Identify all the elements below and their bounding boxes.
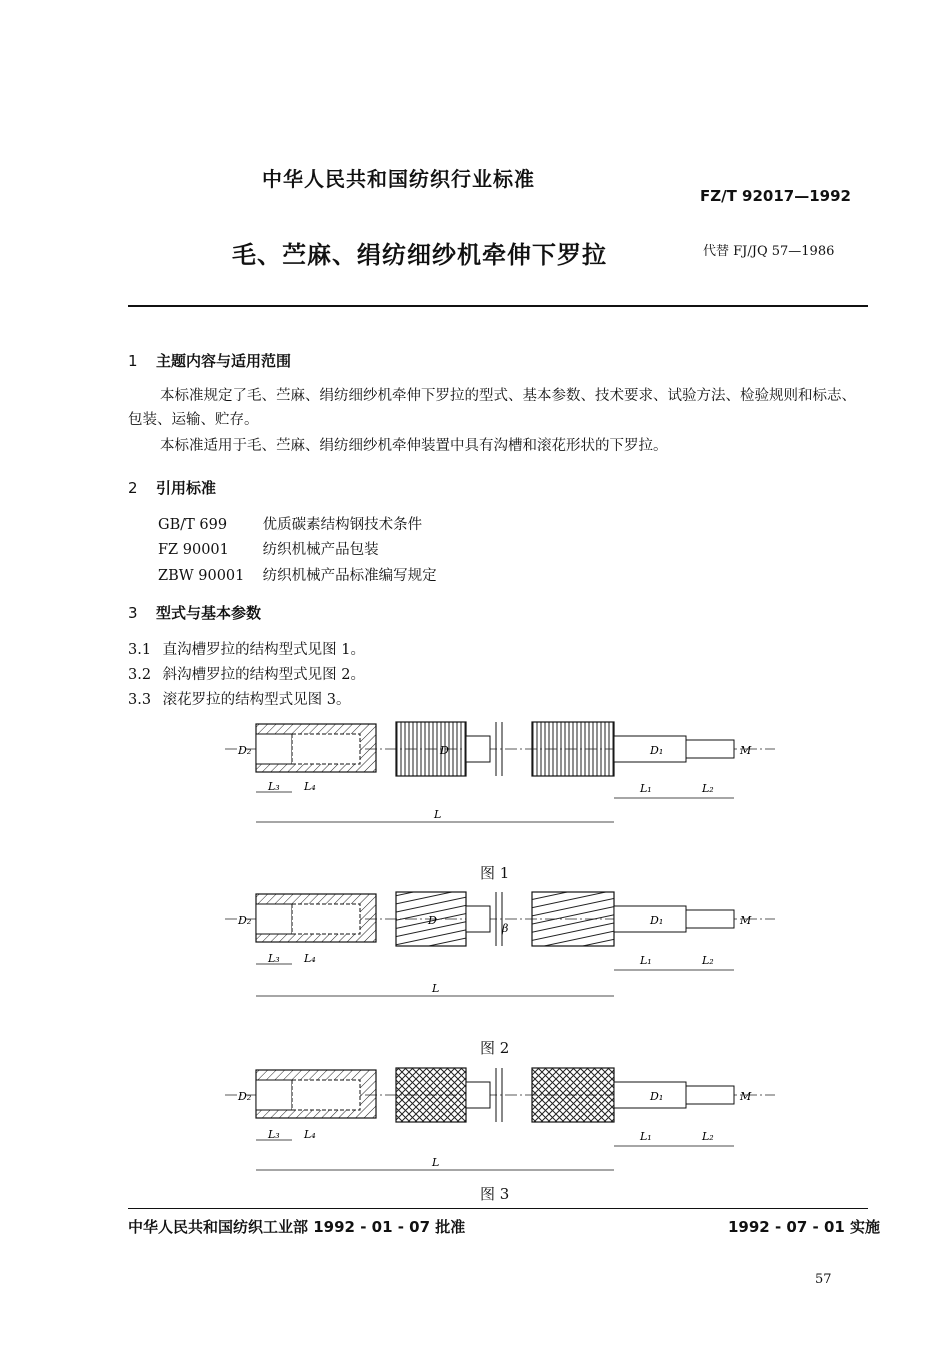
label-M: M bbox=[740, 1090, 752, 1103]
reference-name: 优质碳素结构钢技术条件 bbox=[262, 517, 423, 533]
standard-code: FZ/T 92017—1992 bbox=[700, 187, 851, 205]
section-1-heading bbox=[128, 350, 291, 371]
reference-item bbox=[158, 538, 379, 559]
section-2-title: 引用标准 bbox=[156, 479, 217, 497]
groove-section bbox=[532, 722, 614, 776]
clause-text: 直沟槽罗拉的结构型式见图 1。 bbox=[162, 642, 365, 658]
label-D2: D₂ bbox=[238, 914, 252, 927]
label-D: D bbox=[440, 744, 449, 757]
section-1-para-1: 本标准规定了毛、苎麻、绢纺细纱机牵伸下罗拉的型式、基本参数、技术要求、试验方法、检验规则和标志、包装、运输、贮存。 bbox=[128, 388, 856, 428]
label-L4: L₄ bbox=[304, 952, 316, 965]
section-2-heading bbox=[128, 477, 216, 498]
figure-2-drawing bbox=[220, 882, 780, 1002]
standard-title: 毛、苎麻、绢纺细纱机牵伸下罗拉 bbox=[232, 241, 607, 269]
reference-code: FZ 90001 bbox=[158, 542, 229, 558]
clause-number: 3.2 bbox=[128, 667, 152, 683]
section-2-number: 2 bbox=[128, 479, 138, 497]
clause-text: 滚花罗拉的结构型式见图 3。 bbox=[162, 692, 351, 708]
label-L2: L₂ bbox=[702, 782, 714, 795]
label-L: L bbox=[432, 982, 440, 995]
figure-3-drawing bbox=[220, 1058, 780, 1178]
label-L3: L₃ bbox=[268, 780, 280, 793]
label-L: L bbox=[432, 1156, 440, 1169]
reference-item bbox=[158, 564, 437, 585]
figure-1-caption: 图 1 bbox=[480, 864, 510, 882]
clause-text: 斜沟槽罗拉的结构型式见图 2。 bbox=[162, 667, 365, 683]
label-D2: D₂ bbox=[238, 1090, 252, 1103]
label-D1: D₁ bbox=[650, 914, 664, 927]
clause-3-3 bbox=[128, 688, 350, 709]
clause-3-1 bbox=[128, 638, 365, 659]
section-1-para-2: 本标准适用于毛、苎麻、绢纺细纱机牵伸装置中具有沟槽和滚花形状的下罗拉。 bbox=[160, 438, 668, 454]
label-L3: L₃ bbox=[268, 952, 280, 965]
header-divider bbox=[128, 305, 868, 307]
helical-groove-section bbox=[532, 892, 614, 946]
standard-org: 中华人民共和国纺织行业标准 bbox=[262, 167, 535, 191]
reference-code: GB/T 699 bbox=[158, 517, 228, 533]
label-D1: D₁ bbox=[650, 1090, 664, 1103]
label-L4: L₄ bbox=[304, 780, 316, 793]
effective-date: 1992 - 07 - 01 实施 bbox=[728, 1218, 881, 1236]
section-3-number: 3 bbox=[128, 604, 138, 622]
clause-number: 3.3 bbox=[128, 692, 152, 708]
section-3-heading bbox=[128, 602, 261, 623]
section-3-title: 型式与基本参数 bbox=[156, 604, 262, 622]
label-L4: L₄ bbox=[304, 1128, 316, 1141]
label-M: M bbox=[740, 914, 752, 927]
label-D2: D₂ bbox=[238, 744, 252, 757]
label-L: L bbox=[434, 808, 442, 821]
approval-note: 中华人民共和国纺织工业部 1992 - 01 - 07 批准 bbox=[128, 1218, 466, 1236]
knurl-section bbox=[396, 1068, 466, 1122]
clause-3-2 bbox=[128, 663, 365, 684]
clause-number: 3.1 bbox=[128, 642, 152, 658]
section-1-number: 1 bbox=[128, 352, 138, 370]
reference-name: 纺织机械产品包装 bbox=[262, 542, 379, 558]
label-M: M bbox=[740, 744, 752, 757]
label-beta: β bbox=[502, 922, 509, 935]
groove-section bbox=[396, 722, 466, 776]
label-L3: L₃ bbox=[268, 1128, 280, 1141]
label-L1: L₁ bbox=[640, 782, 652, 795]
label-L2: L₂ bbox=[702, 954, 714, 967]
reference-name: 纺织机械产品标准编写规定 bbox=[262, 568, 437, 584]
replaces-note: 代替 FJ/JQ 57—1986 bbox=[703, 244, 835, 259]
label-D1: D₁ bbox=[650, 744, 664, 757]
label-L2: L₂ bbox=[702, 1130, 714, 1143]
knurl-section bbox=[532, 1068, 614, 1122]
reference-item bbox=[158, 513, 422, 534]
page-number: 57 bbox=[815, 1272, 832, 1287]
label-L1: L₁ bbox=[640, 954, 652, 967]
figure-2-caption: 图 2 bbox=[480, 1039, 510, 1057]
label-D: D bbox=[428, 914, 437, 927]
reference-code: ZBW 90001 bbox=[158, 568, 245, 584]
figure-3-caption: 图 3 bbox=[480, 1185, 510, 1203]
footer-divider bbox=[128, 1208, 868, 1209]
label-L1: L₁ bbox=[640, 1130, 652, 1143]
section-1-title: 主题内容与适用范围 bbox=[156, 352, 292, 370]
figure-1-drawing bbox=[220, 712, 780, 832]
